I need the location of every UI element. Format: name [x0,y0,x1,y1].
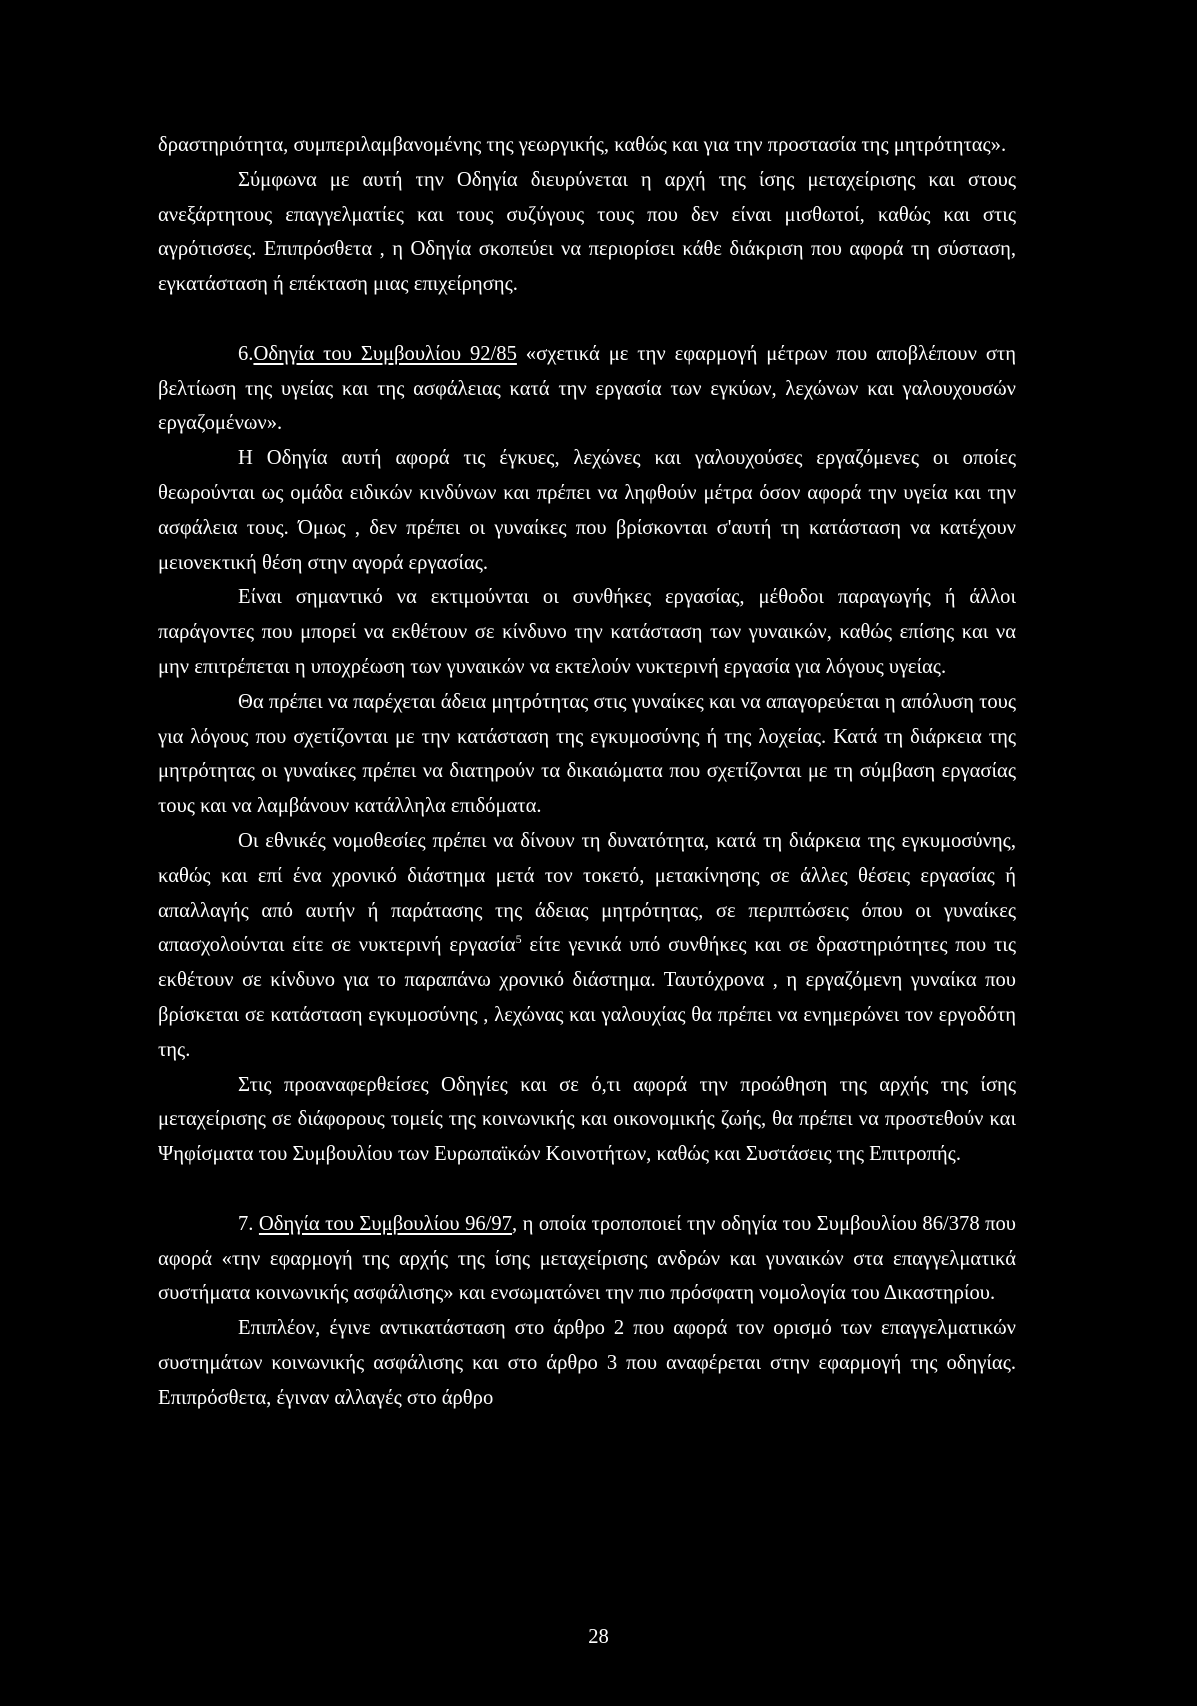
paragraph-self-employed: Σύμφωνα με αυτή την Οδηγία διευρύνεται η αρχή της ίσης μεταχείρισης και στους ανεξάρτητους επαγγελματίες και τους συζύγους τους που δεν είναι μισθωτοί, καθώς και στις αγρότισσες. Επιπρόσθετα , η Οδηγία σκοπεύει να περιορίσει κάθε διάκριση που αφορά τη σύσταση, εγκατάσταση ή επέκταση μιας επιχείρησης. [158,168,1016,296]
document-body [158,128,1016,1415]
national-legislation-text-start: Οι εθνικές νομοθεσίες πρέπει να δίνουν τη δυνατότητα, κατά τη διάρκεια της εγκυμοσύνης, καθώς και επί ένα χρονικό διάστημα μετά τον τοκετό, μετακίνησης σε άλλες θέσεις εργασίας ή απαλλαγής από αυτήν ή παράτασης της άδειας μητρότητας, σε περιπτώσεις όπου οι γυναίκες απασχολούνται είτε σε νυκτερινή εργασία [158,829,1016,957]
directive-7-title: Οδηγία του Συμβουλίου 96/97 [258,1212,512,1235]
directive-7-heading [158,1207,1016,1311]
paragraph-national-legislation [158,824,1016,1068]
directive-6-description: «σχετικά με την εφαρμογή μέτρων που αποβλέπουν στη βελτίωση της υγείας και της ασφάλειας κατά την εργασία των εγκύων, λεχώνων και γαλουχουσών εργαζομένων». [158,342,1016,435]
page-number: 28 [588,1626,609,1648]
directive-7-description: , η οποία τροποποιεί την οδηγία του Συμβουλίου 86/378 που αφορά «την εφαρμογή της αρχής της ίσης μεταχείρισης ανδρών και γυναικών στα επαγγελματικά συστήματα κοινωνικής ασφάλισης» και ενσωματώνει την πιο πρόσφατη νομολογία του Δικαστηρίου. [158,1212,1016,1305]
paragraph-working-conditions: Είναι σημαντικό να εκτιμούνται οι συνθήκες εργασίας, μέθοδοι παραγωγής ή άλλοι παράγοντες που μπορεί να εκθέτουν σε κίνδυνο την κατάσταση των γυναικών, καθώς επίσης και να μην επιτρέπεται η υποχρέωση των γυναικών να εκτελούν νυκτερινή εργασία για λόγους υγείας. [158,586,1016,678]
paragraph-pregnant-workers: Η Οδηγία αυτή αφορά τις έγκυες, λεχώνες και γαλουχούσες εργαζόμενες οι οποίες θεωρούνται ως ομάδα ειδικών κινδύνων και πρέπει να ληφθούν μέτρα όσον αφορά την υγεία και την ασφάλεια τους. Όμως , δεν πρέπει οι γυναίκες που βρίσκονται σ'αυτή τη κατάσταση να κατέχουν μειονεκτική θέση στην αγορά εργασίας. [158,447,1016,574]
directive-6-title: Οδηγία του Συμβουλίου 92/85 [253,342,517,365]
paragraph-replacement: Επιπλέον, έγινε αντικατάσταση στο άρθρο 2 που αφορά τον ορισμό των επαγγελματικών συστημάτων κοινωνικής ασφάλισης και στο άρθρο 3 που αναφέρεται στην εφαρμογή της οδηγίας. Επιπρόσθετα, έγιναν αλλαγές στο άρθρο [158,1317,1016,1409]
paragraph-continuation: δραστηριότητα, συμπεριλαμβανομένης της γεωργικής, καθώς και για την προστασία της μητρότητας». [158,134,1007,156]
paragraph-maternity-leave: Θα πρέπει να παρέχεται άδεια μητρότητας στις γυναίκες και να απαγορεύεται η απόλυση τους για λόγους που σχετίζονται με την κατάσταση της εγκυμοσύνης ή της λοχείας. Κατά τη διάρκεια της μητρότητας οι γυναίκες πρέπει να διατηρούν τα δικαιώματα που σχετίζονται με τη σύμβαση εργασίας τους και να λαμβάνουν κατάλληλα επιδόματα. [158,690,1016,818]
directive-6-heading [158,337,1016,441]
directive-7-number: 7. [238,1212,259,1235]
national-legislation-text-end: είτε γενικά υπό συνθήκες και σε δραστηριότητες που τις εκθέτουν σε κίνδυνο για το παραπάνω χρονικό διάστημα. Ταυτόχρονα , η εργαζόμενη γυναίκα που βρίσκεται σε κατάσταση εγκυμοσύνης , λεχώνας και γαλουχίας θα πρέπει να ενημερώνει τον εργοδότη της. [158,934,1016,1061]
footnote-marker: 5 [515,932,522,947]
directive-6-number: 6. [238,342,254,365]
paragraph-resolutions: Στις προαναφερθείσες Οδηγίες και σε ό,τι αφορά την προώθηση της αρχής της ίσης μεταχείρισης σε διάφορους τομείς της κοινωνικής και οικονομικής ζωής, θα πρέπει να προστεθούν και Ψηφίσματα του Συμβουλίου των Ευρωπαϊκών Κοινοτήτων, καθώς και Συστάσεις της Επιτροπής. [158,1073,1016,1166]
